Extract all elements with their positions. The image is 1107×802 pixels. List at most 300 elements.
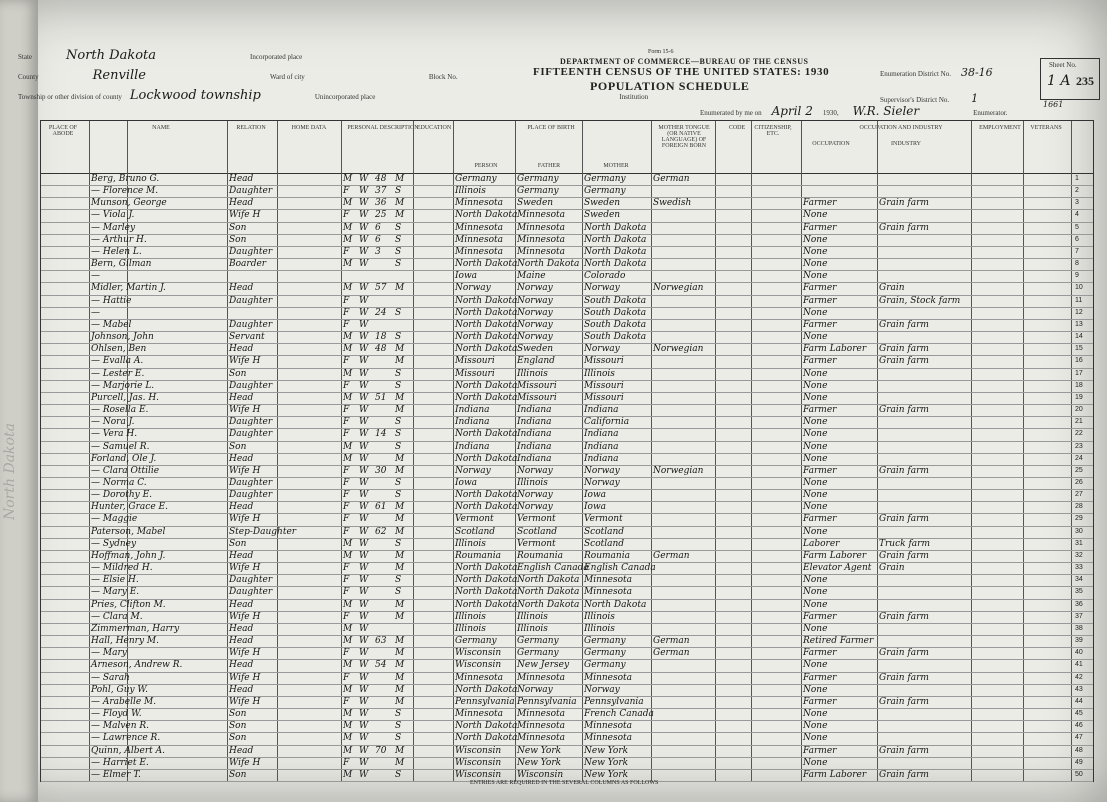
table-row	[41, 270, 1093, 282]
cell-birthplace: North Dakota	[455, 392, 518, 403]
table-header	[41, 121, 1093, 174]
cell-name: Pohl, Guy W.	[91, 684, 148, 695]
cell-mother-birthplace: Germany	[584, 636, 626, 647]
cell-mother-birthplace: Norway	[584, 344, 620, 355]
cell-race: W	[359, 307, 369, 318]
cell-age: 36	[375, 198, 387, 209]
col-mother-tongue: MOTHER TONGUE (OR NATIVE LANGUAGE) OF FOREIGN BORN	[658, 125, 710, 149]
cell-relation: Daughter	[229, 295, 273, 306]
cell-mother-birthplace: Illinois	[584, 623, 615, 634]
cell-sex: M	[343, 392, 353, 403]
cell-sex: M	[343, 709, 353, 720]
cell-mother-birthplace: Sweden	[584, 210, 621, 221]
table-row	[41, 659, 1093, 671]
cell-sex: M	[343, 198, 353, 209]
cell-name: Midler, Martin J.	[91, 283, 166, 294]
cell-mother-birthplace: Norway	[584, 684, 620, 695]
cell-mother-birthplace: Illinois	[584, 368, 615, 379]
cell-race: W	[359, 721, 369, 732]
cell-sex: F	[343, 611, 350, 622]
cell-marital: M	[395, 696, 405, 707]
table-row	[41, 392, 1093, 404]
cell-marital: S	[395, 478, 402, 488]
table-row	[41, 295, 1093, 307]
cell-occupation: Farmer	[803, 611, 837, 622]
cell-mother-birthplace: Vermont	[584, 514, 623, 525]
cell-race: W	[359, 623, 369, 634]
cell-name: — Norma C.	[91, 478, 147, 488]
cell-occupation: None	[803, 709, 828, 720]
cell-marital: S	[395, 575, 402, 586]
cell-marital: S	[395, 441, 402, 452]
cell-relation: Daughter	[229, 587, 273, 598]
cell-industry: Grain farm	[879, 550, 929, 561]
cell-age: 51	[375, 392, 387, 403]
cell-age: 62	[375, 526, 387, 537]
line-number: 14	[1075, 333, 1083, 341]
cell-father-birthplace: Vermont	[517, 538, 556, 549]
cell-industry: Grain farm	[879, 611, 929, 622]
cell-birthplace: North Dakota	[455, 332, 518, 343]
cell-relation: Head	[229, 660, 254, 671]
cell-occupation: None	[803, 490, 828, 501]
cell-sex: F	[343, 210, 350, 221]
table-row	[41, 246, 1093, 258]
cell-occupation: None	[803, 599, 828, 610]
cell-sex: M	[343, 234, 353, 245]
cell-marital: S	[395, 538, 402, 549]
cell-mother-tongue: German	[653, 636, 690, 647]
cell-name: — Elmer T.	[91, 769, 141, 780]
cell-father-birthplace: New Jersey	[517, 660, 570, 671]
cell-marital: M	[395, 198, 405, 209]
table-row	[41, 599, 1093, 611]
cell-occupation: Farmer	[803, 405, 837, 416]
cell-age: 18	[375, 332, 387, 343]
cell-marital: M	[395, 405, 405, 416]
cell-birthplace: North Dakota	[455, 733, 518, 744]
cell-relation: Wife H	[229, 356, 261, 367]
cell-birthplace: Indiana	[455, 441, 490, 452]
cell-occupation: None	[803, 721, 828, 732]
cell-relation: Head	[229, 550, 254, 561]
cell-occupation: None	[803, 307, 828, 318]
census-table	[40, 120, 1094, 782]
cell-birthplace: North Dakota	[455, 502, 518, 513]
cell-relation: Wife H	[229, 563, 261, 574]
cell-marital: S	[395, 368, 402, 379]
cell-name: — Lawrence R.	[91, 733, 161, 744]
cell-industry: Grain, Stock farm	[879, 295, 961, 306]
cell-marital: M	[395, 392, 405, 403]
table-row	[41, 745, 1093, 757]
cell-occupation: Farm Laborer	[803, 550, 867, 561]
cell-name: — Floyd W.	[91, 709, 142, 720]
cell-marital: M	[395, 514, 405, 525]
cell-occupation: Farmer	[803, 672, 837, 683]
cell-father-birthplace: Germany	[517, 648, 559, 659]
cell-relation: Daughter	[229, 575, 273, 586]
county-label: County	[18, 73, 39, 81]
cell-sex: M	[343, 259, 353, 270]
cell-marital: M	[395, 502, 405, 513]
cell-occupation: None	[803, 368, 828, 379]
cell-birthplace: Illinois	[455, 623, 486, 634]
cell-age: 48	[375, 174, 387, 184]
line-number: 37	[1075, 612, 1083, 620]
cell-race: W	[359, 526, 369, 537]
line-number: 31	[1075, 539, 1083, 547]
table-row	[41, 234, 1093, 246]
cell-birthplace: North Dakota	[455, 295, 518, 306]
table-row	[41, 672, 1093, 684]
cell-occupation: Farmer	[803, 222, 837, 233]
cell-occupation: None	[803, 733, 828, 744]
cell-sex: F	[343, 246, 350, 257]
line-number: 36	[1075, 600, 1083, 608]
cell-name: Pries, Clifton M.	[91, 599, 166, 610]
line-number: 4	[1075, 211, 1079, 219]
cell-name: — Florence M.	[91, 186, 159, 197]
cell-name: Arneson, Andrew R.	[91, 660, 183, 671]
cell-marital: M	[395, 465, 405, 476]
cell-sex: M	[343, 721, 353, 732]
cell-age: 24	[375, 307, 387, 318]
cell-relation: Head	[229, 502, 254, 513]
cell-birthplace: Iowa	[455, 478, 478, 488]
cell-relation: Head	[229, 599, 254, 610]
cell-race: W	[359, 502, 369, 513]
cell-occupation: Farmer	[803, 465, 837, 476]
cell-birthplace: Norway	[455, 283, 491, 294]
cell-sex: M	[343, 453, 353, 464]
col-birth: PLACE OF BIRTH	[527, 125, 575, 131]
cell-relation: Step-Daughter	[229, 526, 297, 537]
census-title: FIFTEENTH CENSUS OF THE UNITED STATES: 1930	[533, 66, 830, 78]
line-number: 45	[1075, 710, 1083, 718]
cell-name: Johnson, John	[91, 332, 154, 343]
sheet-label: Sheet No.	[1049, 61, 1077, 69]
township-value: Lockwood township	[129, 88, 261, 103]
cell-race: W	[359, 575, 369, 586]
cell-birthplace: Indiana	[455, 417, 490, 428]
cell-sex: M	[343, 222, 353, 233]
cell-age: 30	[375, 465, 387, 476]
cell-race: W	[359, 636, 369, 647]
cell-relation: Head	[229, 453, 254, 464]
cell-mother-birthplace: Colorado	[584, 271, 626, 282]
cell-age: 25	[375, 210, 387, 221]
cell-father-birthplace: Illinois	[517, 478, 548, 488]
cell-mother-birthplace: Missouri	[584, 392, 624, 403]
cell-race: W	[359, 174, 369, 184]
cell-mother-birthplace: New York	[584, 769, 629, 780]
cell-relation: Daughter	[229, 319, 273, 330]
cell-race: W	[359, 660, 369, 671]
cell-marital: S	[395, 186, 402, 197]
cell-occupation: None	[803, 453, 828, 464]
line-number: 29	[1075, 515, 1083, 523]
cell-industry: Grain	[879, 563, 905, 574]
cell-occupation: None	[803, 271, 828, 282]
cell-marital: S	[395, 587, 402, 598]
cell-mother-birthplace: Norway	[584, 283, 620, 294]
cell-mother-birthplace: French Canada	[584, 709, 654, 720]
cell-industry: Grain farm	[879, 222, 929, 233]
table-row	[41, 368, 1093, 380]
cell-occupation: Farm Laborer	[803, 344, 867, 355]
cell-relation: Daughter	[229, 490, 273, 501]
cell-name: — Samuel R.	[91, 441, 150, 452]
cell-sex: M	[343, 368, 353, 379]
cell-mother-birthplace: New York	[584, 745, 629, 756]
line-number: 46	[1075, 722, 1083, 730]
cell-marital: S	[395, 380, 402, 391]
table-row	[41, 501, 1093, 513]
township-label: Township or other division of county	[18, 93, 122, 101]
cell-sex: F	[343, 696, 350, 707]
table-row	[41, 696, 1093, 708]
cell-mother-birthplace: Norway	[584, 465, 620, 476]
table-row	[41, 526, 1093, 538]
cell-marital: M	[395, 453, 405, 464]
cell-race: W	[359, 417, 369, 428]
cell-relation: Wife H	[229, 696, 261, 707]
cell-race: W	[359, 222, 369, 233]
cell-age: 54	[375, 660, 387, 671]
cell-name: —	[91, 271, 100, 282]
cell-marital: S	[395, 769, 402, 780]
line-number: 32	[1075, 551, 1083, 559]
cell-race: W	[359, 295, 369, 306]
corner-note: 1661	[1043, 100, 1064, 109]
cell-sex: M	[343, 332, 353, 343]
cell-relation: Head	[229, 198, 254, 209]
cell-industry: Grain farm	[879, 769, 929, 780]
cell-relation: Head	[229, 623, 254, 634]
table-row	[41, 732, 1093, 744]
cell-name: — Clara M.	[91, 611, 143, 622]
cell-marital: M	[395, 757, 405, 768]
margin-watermark: North Dakota	[2, 423, 18, 520]
table-row	[41, 538, 1093, 550]
cell-birthplace: North Dakota	[455, 429, 518, 440]
incorporated-label: Incorporated place	[250, 53, 303, 61]
cell-father-birthplace: Minnesota	[517, 246, 566, 257]
cell-age: 14	[375, 429, 387, 440]
cell-marital: M	[395, 672, 405, 683]
cell-name: — Mary	[91, 648, 127, 659]
table-row	[41, 574, 1093, 586]
cell-occupation: None	[803, 660, 828, 671]
cell-sex: M	[343, 174, 353, 184]
cell-race: W	[359, 344, 369, 355]
cell-mother-birthplace: Minnesota	[584, 575, 633, 586]
cell-occupation: None	[803, 246, 828, 257]
cell-father-birthplace: North Dakota	[517, 259, 580, 270]
cell-birthplace: Pennsylvania	[455, 696, 515, 707]
cell-sex: F	[343, 575, 350, 586]
cell-race: W	[359, 319, 369, 330]
cell-industry: Grain farm	[879, 319, 929, 330]
cell-name: Hoffman, John J.	[91, 550, 166, 561]
cell-race: W	[359, 441, 369, 452]
enumerated-date: April 2	[771, 104, 813, 118]
cell-occupation: None	[803, 478, 828, 488]
cell-relation: Wife H	[229, 210, 261, 221]
state-field	[18, 46, 302, 64]
cell-father-birthplace: Indiana	[517, 417, 552, 428]
table-row	[41, 720, 1093, 732]
cell-relation: Wife H	[229, 611, 261, 622]
cell-birthplace: Wisconsin	[455, 745, 502, 756]
cell-industry: Grain farm	[879, 648, 929, 659]
cell-occupation: None	[803, 332, 828, 343]
cell-name: Paterson, Mabel	[91, 526, 166, 537]
cell-marital: S	[395, 721, 402, 732]
cell-industry: Grain farm	[879, 356, 929, 367]
cell-marital: M	[395, 648, 405, 659]
cell-name: — Sarah	[91, 672, 130, 683]
cell-birthplace: North Dakota	[455, 684, 518, 695]
cell-marital: S	[395, 429, 402, 440]
table-row	[41, 428, 1093, 440]
cell-age: 63	[375, 636, 387, 647]
cell-name: — Nora J.	[91, 417, 135, 428]
cell-marital: M	[395, 684, 405, 695]
cell-occupation: None	[803, 441, 828, 452]
cell-mother-birthplace: Germany	[584, 174, 626, 184]
col-occupation-sub: OCCUPATION	[812, 141, 850, 147]
cell-industry: Grain farm	[879, 465, 929, 476]
cell-race: W	[359, 198, 369, 209]
cell-birthplace: Scotland	[455, 526, 496, 537]
cell-birthplace: Illinois	[455, 611, 486, 622]
cell-age: 48	[375, 344, 387, 355]
cell-name: — Viola J.	[91, 210, 135, 221]
cell-marital: S	[395, 490, 402, 501]
cell-birthplace: Minnesota	[455, 222, 504, 233]
table-row	[41, 197, 1093, 209]
cell-name: — Marley	[91, 222, 136, 233]
cell-mother-birthplace: Sweden	[584, 198, 621, 209]
cell-race: W	[359, 587, 369, 598]
cell-birthplace: North Dakota	[455, 490, 518, 501]
table-row	[41, 404, 1093, 416]
cell-mother-birthplace: South Dakota	[584, 332, 647, 343]
county-field	[18, 66, 458, 84]
table-row	[41, 647, 1093, 659]
cell-name: — Lester E.	[91, 368, 145, 379]
table-row	[41, 185, 1093, 197]
cell-marital: M	[395, 526, 405, 537]
line-number: 3	[1075, 199, 1079, 207]
cell-father-birthplace: Germany	[517, 636, 559, 647]
cell-race: W	[359, 380, 369, 391]
line-number: 6	[1075, 235, 1079, 243]
supervisor-label: Supervisor's District No.	[880, 96, 950, 104]
cell-name: — Arabelle M.	[91, 696, 157, 707]
cell-mother-birthplace: North Dakota	[584, 234, 647, 245]
table-row	[41, 562, 1093, 574]
supervisor-value: 1	[971, 92, 979, 105]
cell-birthplace: Wisconsin	[455, 757, 502, 768]
cell-industry: Grain farm	[879, 198, 929, 209]
cell-mother-birthplace: Indiana	[584, 441, 619, 452]
line-number: 34	[1075, 576, 1083, 584]
line-number: 13	[1075, 320, 1083, 328]
cell-father-birthplace: Illinois	[517, 623, 548, 634]
table-row	[41, 465, 1093, 477]
cell-name: — Clara Ottilie	[91, 465, 160, 476]
cell-father-birthplace: Norway	[517, 332, 553, 343]
cell-marital: M	[395, 550, 405, 561]
col-relation: RELATION	[236, 125, 266, 131]
cell-relation: Daughter	[229, 246, 273, 257]
cell-marital: S	[395, 733, 402, 744]
cell-name: Berg, Bruno G.	[91, 174, 160, 184]
cell-relation: Son	[229, 769, 247, 780]
cell-father-birthplace: Wisconsin	[517, 769, 564, 780]
table-row	[41, 307, 1093, 319]
cell-sex: F	[343, 319, 350, 330]
cell-marital: M	[395, 563, 405, 574]
cell-race: W	[359, 709, 369, 720]
cell-name: —	[91, 307, 100, 318]
cell-birthplace: Wisconsin	[455, 660, 502, 671]
cell-mother-birthplace: Norway	[584, 478, 620, 488]
cell-occupation: Farmer	[803, 283, 837, 294]
table-row	[41, 331, 1093, 343]
cell-father-birthplace: England	[517, 356, 555, 367]
cell-age: 57	[375, 283, 387, 294]
cell-sex: M	[343, 769, 353, 780]
cell-sex: M	[343, 550, 353, 561]
township-field	[18, 86, 648, 104]
cell-mother-birthplace: Germany	[584, 186, 626, 197]
cell-occupation: Farmer	[803, 648, 837, 659]
col-occupation: OCCUPATION AND INDUSTRY	[859, 125, 943, 131]
cell-birthplace: Minnesota	[455, 709, 504, 720]
cell-father-birthplace: Germany	[517, 186, 559, 197]
cell-birthplace: Germany	[455, 636, 497, 647]
cell-occupation: None	[803, 757, 828, 768]
cell-occupation: None	[803, 210, 828, 221]
cell-industry: Grain farm	[879, 344, 929, 355]
cell-sex: F	[343, 356, 350, 367]
cell-birthplace: North Dakota	[455, 307, 518, 318]
cell-father-birthplace: Norway	[517, 283, 553, 294]
table-row	[41, 623, 1093, 635]
cell-marital: M	[395, 599, 405, 610]
cell-race: W	[359, 478, 369, 488]
cell-occupation: Retired Farmer	[803, 636, 874, 647]
cell-relation: Daughter	[229, 186, 273, 197]
cell-father-birthplace: North Dakota	[517, 575, 580, 586]
cell-marital: M	[395, 745, 405, 756]
enum-district-value: 38-16	[960, 66, 993, 79]
cell-sex: F	[343, 307, 350, 318]
table-row	[41, 489, 1093, 501]
cell-name: Forland, Ole J.	[91, 453, 157, 464]
cell-father-birthplace: Germany	[517, 174, 559, 184]
cell-sex: M	[343, 684, 353, 695]
cell-name: — Marjorie L.	[91, 380, 155, 391]
cell-birthplace: Wisconsin	[455, 648, 502, 659]
cell-race: W	[359, 696, 369, 707]
cell-age: 70	[375, 745, 387, 756]
line-number: 39	[1075, 637, 1083, 645]
